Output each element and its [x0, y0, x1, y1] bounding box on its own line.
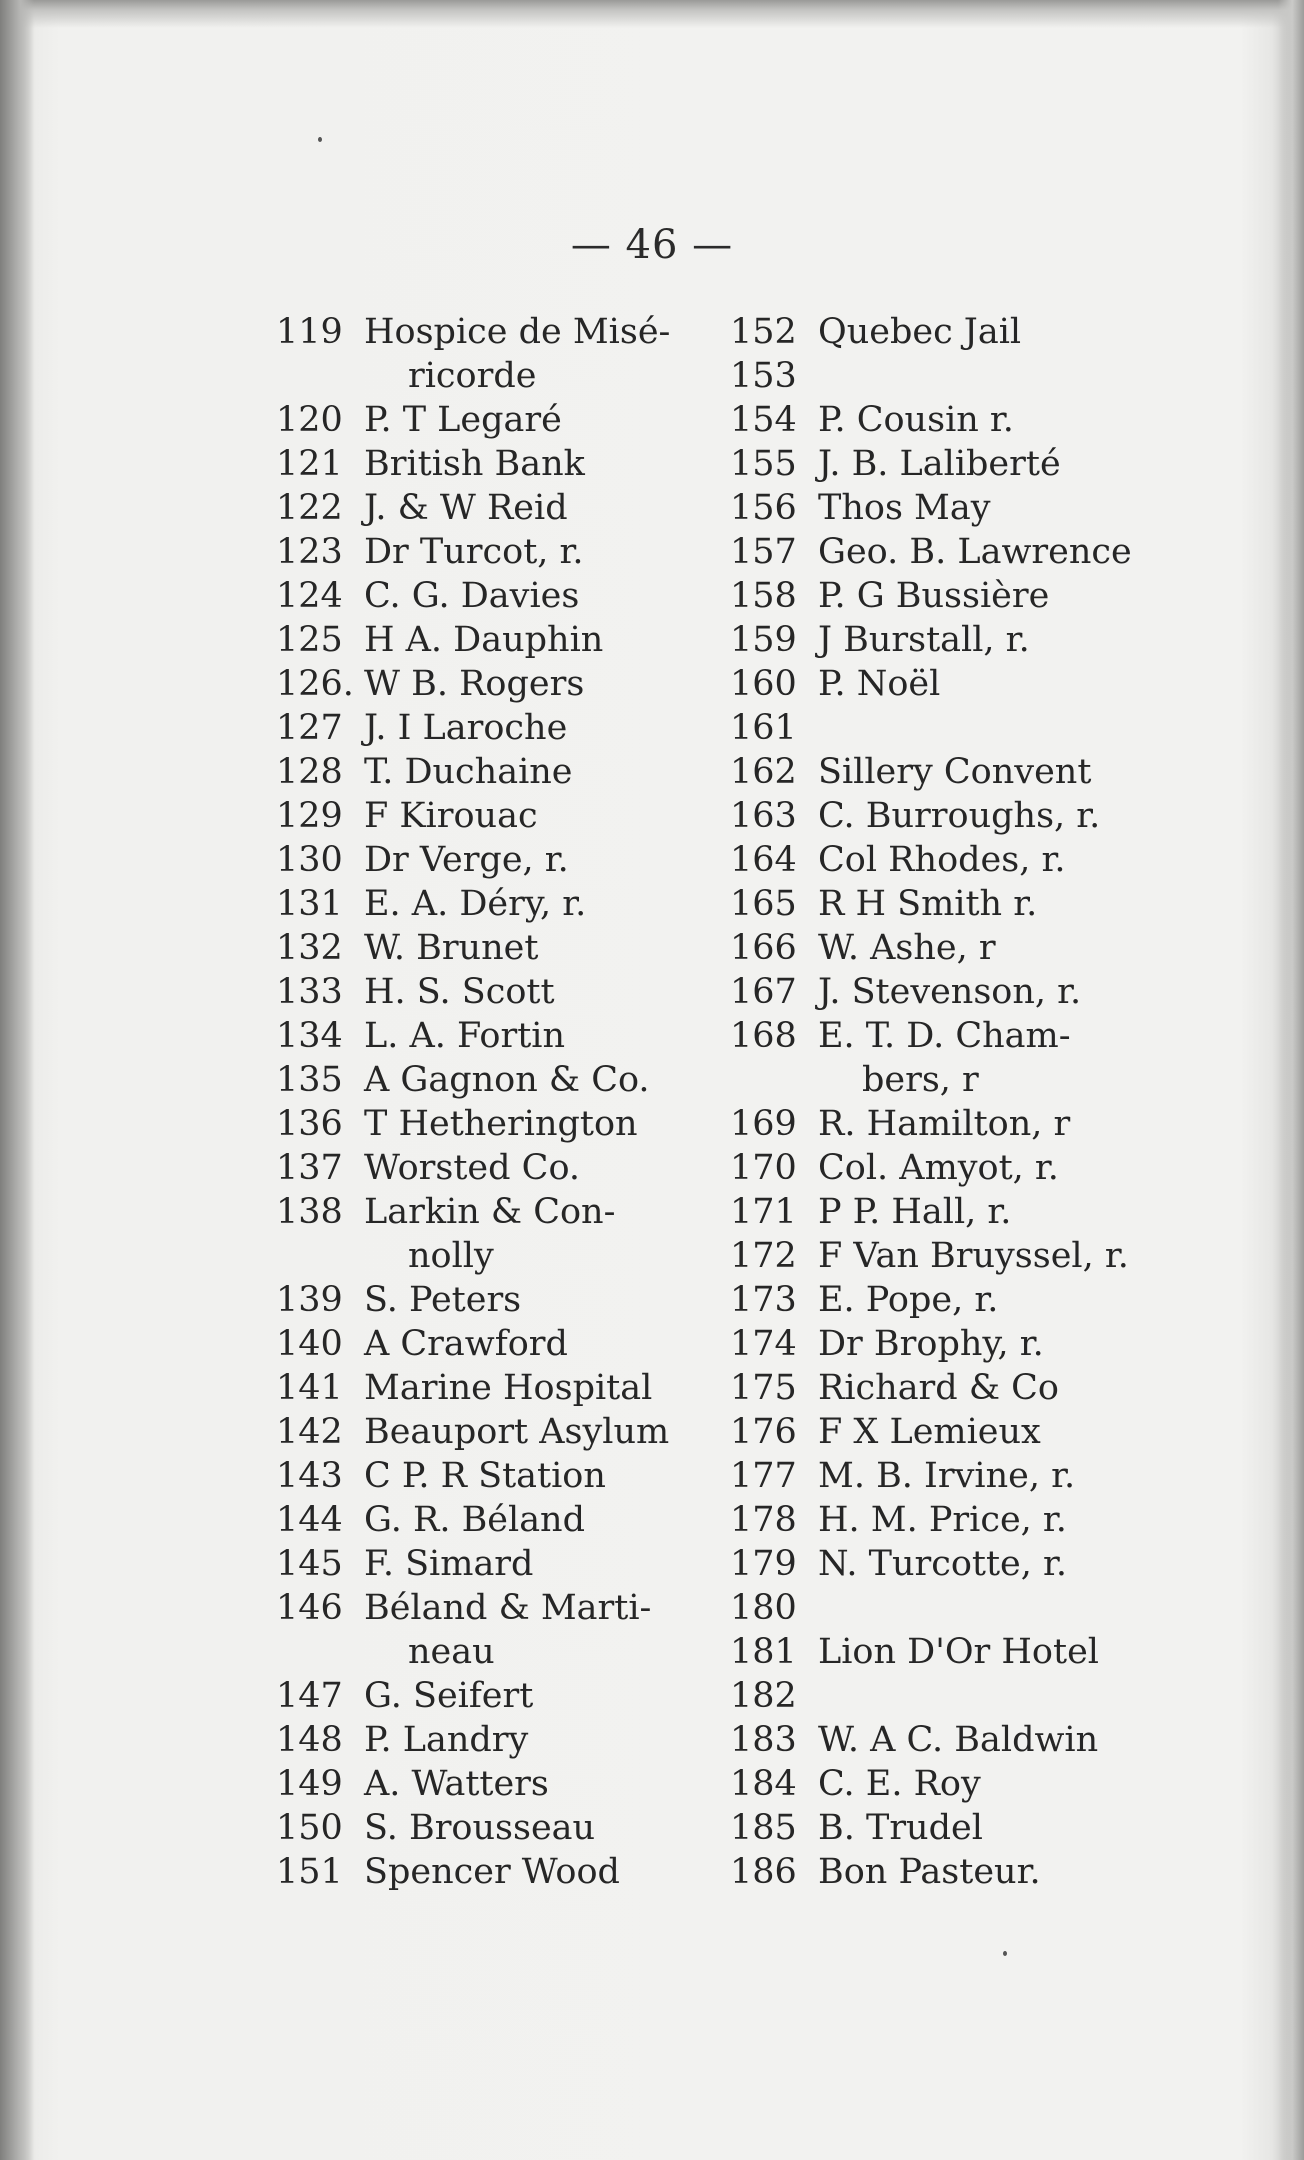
directory-entry [276, 706, 716, 750]
entry-line [730, 1014, 1190, 1058]
entry-name: P. T Legaré [364, 400, 562, 440]
directory-entry [730, 1850, 1190, 1894]
entry-name: nolly [408, 1236, 494, 1276]
entry-number: 133 [276, 972, 343, 1012]
entry-name: J. I Laroche [364, 708, 568, 748]
entry-line [730, 1102, 1190, 1146]
page-right-edge [1278, 0, 1304, 2160]
entry-number: 158 [730, 576, 797, 616]
entry-name: J. Stevenson, r. [818, 972, 1082, 1012]
entry-name: Col Rhodes, r. [818, 840, 1066, 880]
entry-name: Thos May [818, 488, 991, 528]
entry-name: Geo. B. Lawrence [818, 532, 1132, 572]
entry-line [730, 882, 1190, 926]
entry-name: J Burstall, r. [818, 620, 1030, 660]
entry-line [276, 574, 716, 618]
speck-mark [318, 137, 322, 142]
entry-line [730, 1366, 1190, 1410]
directory-entry [730, 310, 1190, 354]
entry-line [730, 486, 1190, 530]
directory-entry [276, 1146, 716, 1190]
entry-number: 148 [276, 1720, 343, 1760]
entry-line [276, 1850, 716, 1894]
entry-number: 131 [276, 884, 343, 924]
entry-number: 183 [730, 1720, 797, 1760]
entry-number: 132 [276, 928, 343, 968]
entry-line [730, 706, 1190, 750]
entry-name: S. Brousseau [364, 1808, 596, 1848]
entry-number: 120 [276, 400, 343, 440]
entry-line [276, 398, 716, 442]
entry-name: Beauport Asylum [364, 1412, 670, 1452]
entry-name: T Hetherington [364, 1104, 638, 1144]
directory-entry [276, 1190, 716, 1278]
entry-name: A Gagnon & Co. [364, 1060, 650, 1100]
entry-line [730, 310, 1190, 354]
directory-entry [730, 794, 1190, 838]
book-binding-edge [0, 0, 34, 2160]
entry-line [730, 1278, 1190, 1322]
directory-entry [730, 354, 1190, 398]
entry-line [730, 442, 1190, 486]
entry-number [276, 354, 364, 398]
directory-entry [730, 618, 1190, 662]
directory-entry [730, 882, 1190, 926]
entry-number: 160 [730, 664, 797, 704]
entry-name: B. Trudel [818, 1808, 983, 1848]
entry-number: 185 [730, 1808, 797, 1848]
entry-number: 135 [276, 1060, 343, 1100]
entry-continuation-line [276, 354, 716, 398]
entry-name: Béland & Marti- [364, 1588, 652, 1628]
entry-number: 180 [730, 1588, 797, 1628]
entry-number: 127 [276, 708, 343, 748]
entry-line [730, 1806, 1190, 1850]
directory-entry [276, 794, 716, 838]
directory-entry [730, 1366, 1190, 1410]
entry-name: F X Lemieux [818, 1412, 1041, 1452]
directory-entry [730, 1586, 1190, 1630]
directory-entry [730, 1542, 1190, 1586]
directory-entry [276, 618, 716, 662]
entry-line [276, 750, 716, 794]
entry-name: W. Ashe, r [818, 928, 996, 968]
entry-number: 146 [276, 1588, 343, 1628]
entry-number: 144 [276, 1500, 343, 1540]
entry-number: 124 [276, 576, 343, 616]
entry-number: 166 [730, 928, 797, 968]
entry-number: 186 [730, 1852, 797, 1892]
entry-name: W B. Rogers [364, 664, 585, 704]
entry-line [730, 1190, 1190, 1234]
directory-entry [730, 486, 1190, 530]
entry-line [730, 1674, 1190, 1718]
entry-line [730, 1630, 1190, 1674]
entry-line [276, 926, 716, 970]
directory-entry [276, 486, 716, 530]
entry-name: Sillery Convent [818, 752, 1092, 792]
entry-line [276, 970, 716, 1014]
entry-number: 126. [276, 664, 354, 704]
entry-number: 140 [276, 1324, 343, 1364]
entry-number: 122 [276, 488, 343, 528]
entry-line [276, 882, 716, 926]
entry-line [730, 618, 1190, 662]
entry-number: 138 [276, 1192, 343, 1232]
directory-entry [730, 1806, 1190, 1850]
directory-entry [730, 1278, 1190, 1322]
entry-line [730, 574, 1190, 618]
entry-line [730, 1234, 1190, 1278]
entry-number: 172 [730, 1236, 797, 1276]
entry-name: Worsted Co. [364, 1148, 581, 1188]
entry-line [276, 794, 716, 838]
entry-name: neau [408, 1632, 495, 1672]
entry-line [730, 354, 1190, 398]
entry-line [276, 1410, 716, 1454]
entry-name: S. Peters [364, 1280, 522, 1320]
directory-entry [730, 1014, 1190, 1102]
entry-line [276, 706, 716, 750]
entry-number: 150 [276, 1808, 343, 1848]
entry-line [730, 1498, 1190, 1542]
entry-number [276, 1234, 364, 1278]
entry-number: 129 [276, 796, 343, 836]
entry-line [276, 1762, 716, 1806]
entry-name: Col. Amyot, r. [818, 1148, 1059, 1188]
entry-name: H. S. Scott [364, 972, 555, 1012]
entry-name: ricorde [408, 356, 537, 396]
directory-entry [276, 1366, 716, 1410]
entry-name: C P. R Station [364, 1456, 606, 1496]
entry-name: Dr Brophy, r. [818, 1324, 1044, 1364]
entry-number: 170 [730, 1148, 797, 1188]
entry-line [730, 1542, 1190, 1586]
entry-number: 159 [730, 620, 797, 660]
directory-entry [730, 970, 1190, 1014]
entry-name: E. T. D. Cham- [818, 1016, 1071, 1056]
entry-number: 136 [276, 1104, 343, 1144]
entry-name: R. Hamilton, r [818, 1104, 1071, 1144]
entry-number: 164 [730, 840, 797, 880]
entry-continuation-line [730, 1058, 1190, 1102]
directory-entry [730, 442, 1190, 486]
directory-entry [276, 310, 716, 398]
entry-line [276, 1542, 716, 1586]
entry-number: 182 [730, 1676, 797, 1716]
entry-number: 125 [276, 620, 343, 660]
directory-entry [730, 1498, 1190, 1542]
entry-name: J. & W Reid [364, 488, 568, 528]
entry-number: 169 [730, 1104, 797, 1144]
directory-entry [276, 1322, 716, 1366]
entry-name: L. A. Fortin [364, 1016, 565, 1056]
entry-name: P. Noël [818, 664, 941, 704]
entry-line [730, 1322, 1190, 1366]
entry-number: 179 [730, 1544, 797, 1584]
directory-entry [276, 662, 716, 706]
entry-number: 156 [730, 488, 797, 528]
directory-entry [276, 1014, 716, 1058]
entry-line [276, 1806, 716, 1850]
entry-name: G. R. Béland [364, 1500, 586, 1540]
directory-entry [730, 1410, 1190, 1454]
entry-line [730, 1718, 1190, 1762]
entry-number: 171 [730, 1192, 797, 1232]
directory-entry [276, 1102, 716, 1146]
entry-number: 176 [730, 1412, 797, 1452]
directory-entry [730, 1454, 1190, 1498]
entry-number: 128 [276, 752, 343, 792]
entry-number [730, 1058, 818, 1102]
entry-number: 178 [730, 1500, 797, 1540]
directory-entry [730, 1630, 1190, 1674]
directory-entry [276, 1586, 716, 1674]
entry-line [730, 1410, 1190, 1454]
entry-line [276, 1498, 716, 1542]
entry-line [276, 1674, 716, 1718]
entry-name: N. Turcotte, r. [818, 1544, 1068, 1584]
entry-number: 152 [730, 312, 797, 352]
entry-number: 181 [730, 1632, 797, 1672]
directory-entry [730, 750, 1190, 794]
directory-entry [730, 662, 1190, 706]
entry-number: 161 [730, 708, 797, 748]
directory-entry [730, 1674, 1190, 1718]
entry-line [730, 662, 1190, 706]
directory-entry [276, 1762, 716, 1806]
entry-name: W. A C. Baldwin [818, 1720, 1099, 1760]
entry-number: 174 [730, 1324, 797, 1364]
directory-entry [276, 1058, 716, 1102]
entry-number: 162 [730, 752, 797, 792]
entry-number: 184 [730, 1764, 797, 1804]
entry-name: F Van Bruyssel, r. [818, 1236, 1129, 1276]
entry-line [730, 926, 1190, 970]
entry-number: 165 [730, 884, 797, 924]
directory-entry [276, 838, 716, 882]
entry-name: M. B. Irvine, r. [818, 1456, 1076, 1496]
entry-name: H A. Dauphin [364, 620, 604, 660]
entry-name: A Crawford [364, 1324, 568, 1364]
directory-entry [730, 926, 1190, 970]
directory-column-left [276, 310, 716, 1894]
top-shadow [0, 0, 1304, 28]
entry-number: 119 [276, 312, 343, 352]
entry-name [818, 1586, 1190, 1630]
entry-line [276, 442, 716, 486]
entry-name: Dr Verge, r. [364, 840, 569, 880]
entry-name: P. G Bussière [818, 576, 1050, 616]
entry-line [730, 398, 1190, 442]
speck-mark [1003, 1951, 1007, 1956]
entry-number: 168 [730, 1016, 797, 1056]
entry-name: C. Burroughs, r. [818, 796, 1101, 836]
entry-name: J. B. Laliberté [818, 444, 1061, 484]
entry-name: A. Watters [364, 1764, 549, 1804]
entry-line [276, 618, 716, 662]
entry-number: 134 [276, 1016, 343, 1056]
entry-line [276, 662, 716, 706]
directory-entry [730, 1146, 1190, 1190]
entry-number: 139 [276, 1280, 343, 1320]
entry-name: Dr Turcot, r. [364, 532, 584, 572]
entry-name: Richard & Co [818, 1368, 1059, 1408]
entry-number: 147 [276, 1676, 343, 1716]
entry-number: 151 [276, 1852, 343, 1892]
entry-line [276, 1366, 716, 1410]
entry-number: 142 [276, 1412, 343, 1452]
entry-number: 145 [276, 1544, 343, 1584]
entry-name: G. Seifert [364, 1676, 534, 1716]
entry-name: Hospice de Misé- [364, 312, 671, 352]
directory-entry [730, 1322, 1190, 1366]
entry-name [818, 1674, 1190, 1718]
directory-entry [276, 574, 716, 618]
directory-entry [276, 750, 716, 794]
entry-number: 154 [730, 400, 797, 440]
directory-entry [730, 574, 1190, 618]
directory-entry [276, 1718, 716, 1762]
directory-column-right [730, 310, 1190, 1894]
entry-number: 175 [730, 1368, 797, 1408]
entry-line [730, 838, 1190, 882]
entry-name: British Bank [364, 444, 585, 484]
entry-line [730, 530, 1190, 574]
directory-entry [276, 530, 716, 574]
entry-name: P P. Hall, r. [818, 1192, 1012, 1232]
entry-name: H. M. Price, r. [818, 1500, 1067, 1540]
directory-entry [730, 1234, 1190, 1278]
entry-name: Marine Hospital [364, 1368, 653, 1408]
entry-line [276, 1014, 716, 1058]
entry-line [276, 310, 716, 354]
directory-entry [276, 1850, 716, 1894]
entry-name: Spencer Wood [364, 1852, 620, 1892]
entry-name [818, 706, 1190, 750]
entry-number: 149 [276, 1764, 343, 1804]
entry-continuation-line [276, 1234, 716, 1278]
entry-line [276, 1190, 716, 1234]
directory-entry [276, 1454, 716, 1498]
entry-line [730, 794, 1190, 838]
entry-line [730, 1586, 1190, 1630]
page-number-header: — 46 — [570, 222, 734, 268]
entry-name: W. Brunet [364, 928, 539, 968]
directory-entry [730, 706, 1190, 750]
entry-number: 153 [730, 356, 797, 396]
entry-name: Larkin & Con- [364, 1192, 616, 1232]
entry-line [730, 1762, 1190, 1806]
directory-entry [730, 398, 1190, 442]
entry-name: C. E. Roy [818, 1764, 981, 1804]
directory-entry [730, 1190, 1190, 1234]
entry-number: 167 [730, 972, 797, 1012]
entry-name: T. Duchaine [364, 752, 573, 792]
entry-line [276, 1146, 716, 1190]
entry-number: 155 [730, 444, 797, 484]
directory-entry [730, 1718, 1190, 1762]
entry-number: 123 [276, 532, 343, 572]
entry-name: F. Simard [364, 1544, 534, 1584]
directory-entry [276, 970, 716, 1014]
entry-name: P. Cousin r. [818, 400, 1014, 440]
entry-name: Bon Pasteur. [818, 1852, 1041, 1892]
entry-line [730, 1146, 1190, 1190]
entry-line [276, 486, 716, 530]
entry-continuation-line [276, 1630, 716, 1674]
entry-line [276, 1454, 716, 1498]
entry-name: Lion D'Or Hotel [818, 1632, 1099, 1672]
entry-name: bers, r [862, 1060, 979, 1100]
entry-line [276, 1586, 716, 1630]
entry-number: 173 [730, 1280, 797, 1320]
entry-name: P. Landry [364, 1720, 529, 1760]
entry-number: 163 [730, 796, 797, 836]
entry-line [276, 1102, 716, 1146]
entry-name: E. Pope, r. [818, 1280, 999, 1320]
entry-name: E. A. Déry, r. [364, 884, 587, 924]
directory-entry [276, 1542, 716, 1586]
entry-number: 137 [276, 1148, 343, 1188]
entry-line [276, 1278, 716, 1322]
directory-entry [276, 1806, 716, 1850]
directory-entry [730, 1762, 1190, 1806]
entry-line [730, 1850, 1190, 1894]
entry-line [730, 1454, 1190, 1498]
entry-number: 157 [730, 532, 797, 572]
entry-line [276, 1322, 716, 1366]
entry-name [818, 354, 1190, 398]
entry-line [276, 530, 716, 574]
directory-entry [276, 882, 716, 926]
directory-entry [276, 398, 716, 442]
directory-entry [730, 530, 1190, 574]
directory-entry [730, 1102, 1190, 1146]
directory-entry [276, 1410, 716, 1454]
entry-number: 141 [276, 1368, 343, 1408]
entry-name: C. G. Davies [364, 576, 580, 616]
entry-name: R H Smith r. [818, 884, 1038, 924]
directory-entry [276, 1674, 716, 1718]
entry-line [276, 1058, 716, 1102]
entry-number: 177 [730, 1456, 797, 1496]
directory-entry [730, 838, 1190, 882]
entry-number: 143 [276, 1456, 343, 1496]
entry-name: Quebec Jail [818, 312, 1022, 352]
entry-line [730, 970, 1190, 1014]
directory-entry [276, 442, 716, 486]
entry-line [276, 838, 716, 882]
directory-entry [276, 1278, 716, 1322]
entry-number: 121 [276, 444, 343, 484]
entry-line [730, 750, 1190, 794]
directory-entry [276, 926, 716, 970]
entry-name: F Kirouac [364, 796, 538, 836]
entry-number: 130 [276, 840, 343, 880]
entry-line [276, 1718, 716, 1762]
entry-number [276, 1630, 364, 1674]
directory-entry [276, 1498, 716, 1542]
